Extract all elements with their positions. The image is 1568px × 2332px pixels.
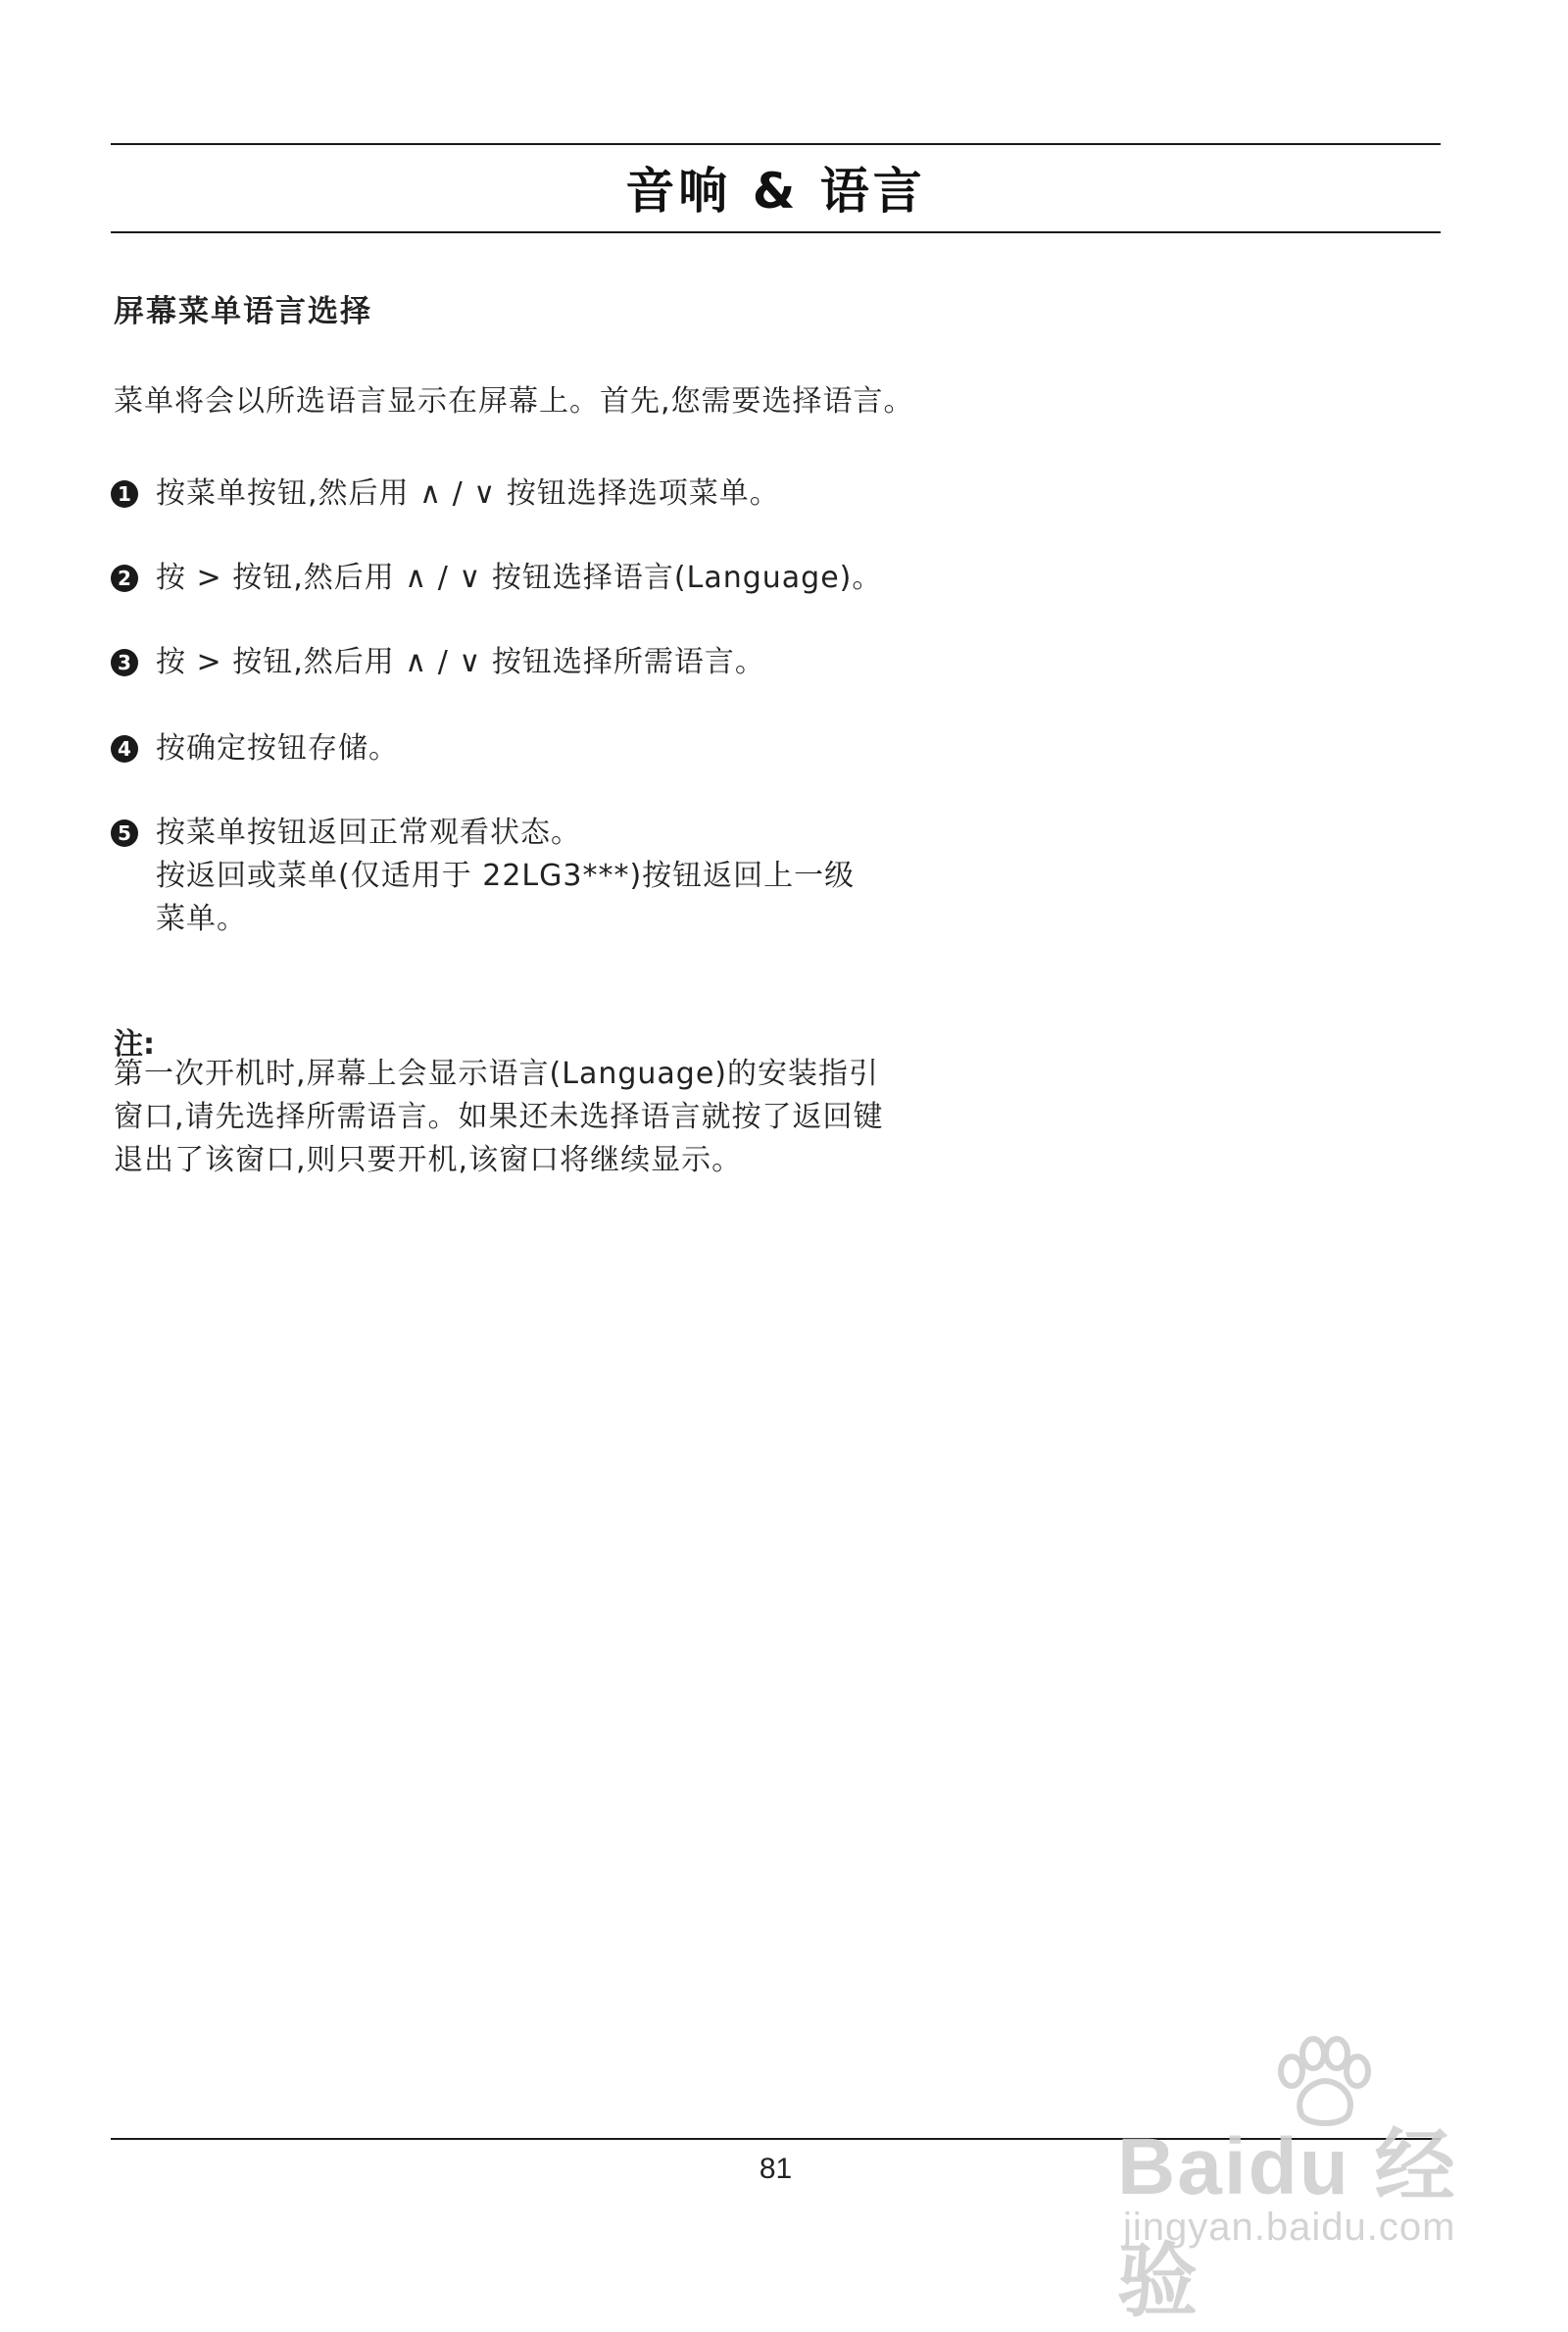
step-text: 按 > 按钮,然后用 ∧ / ∨ 按钮选择所需语言。 — [156, 645, 765, 679]
step-3 — [111, 645, 765, 684]
step-number-badge: 1 — [111, 480, 138, 508]
section-heading: 屏幕菜单语言选择 — [114, 294, 372, 329]
page-title: 音响 & 语言 — [625, 163, 926, 220]
step-number-badge: 5 — [111, 819, 138, 847]
watermark-url: jingyan.baidu.com — [1123, 2206, 1456, 2249]
watermark-brand: Baidu 经验 — [1117, 2122, 1457, 2326]
step-text: 按 > 按钮,然后用 ∧ / ∨ 按钮选择语言(Language)。 — [156, 561, 883, 595]
note-label: 注: — [114, 1027, 155, 1062]
step-text: 按菜单按钮,然后用 ∧ / ∨ 按钮选择选项菜单。 — [156, 476, 780, 511]
step-text: 按确定按钮存储。 — [156, 731, 399, 766]
step-2 — [111, 561, 882, 600]
header-rule-top — [111, 143, 1441, 145]
step-5 — [111, 816, 855, 941]
page-number: 81 — [759, 2153, 793, 2185]
step-number-badge: 2 — [111, 565, 138, 592]
step-1 — [111, 476, 780, 516]
intro-paragraph: 菜单将会以所选语言显示在屏幕上。首先,您需要选择语言。 — [114, 384, 914, 419]
note-body: 第一次开机时,屏幕上会显示语言(Language)的安装指引 窗口,请先选择所需语言。如果还未选择语言就按了返回键 退出了该窗口,则只要开机,该窗口将继续显示。 — [114, 1057, 884, 1177]
step-text: 按菜单按钮返回正常观看状态。 按返回或菜单(仅适用于 22LG3***)按钮返回上一级 菜单。 — [156, 816, 856, 936]
baidu-watermark — [1117, 2034, 1490, 2326]
step-number-badge: 3 — [111, 649, 138, 676]
step-4 — [111, 731, 399, 770]
step-number-badge: 4 — [111, 735, 138, 763]
header-rule-bottom — [111, 231, 1441, 233]
